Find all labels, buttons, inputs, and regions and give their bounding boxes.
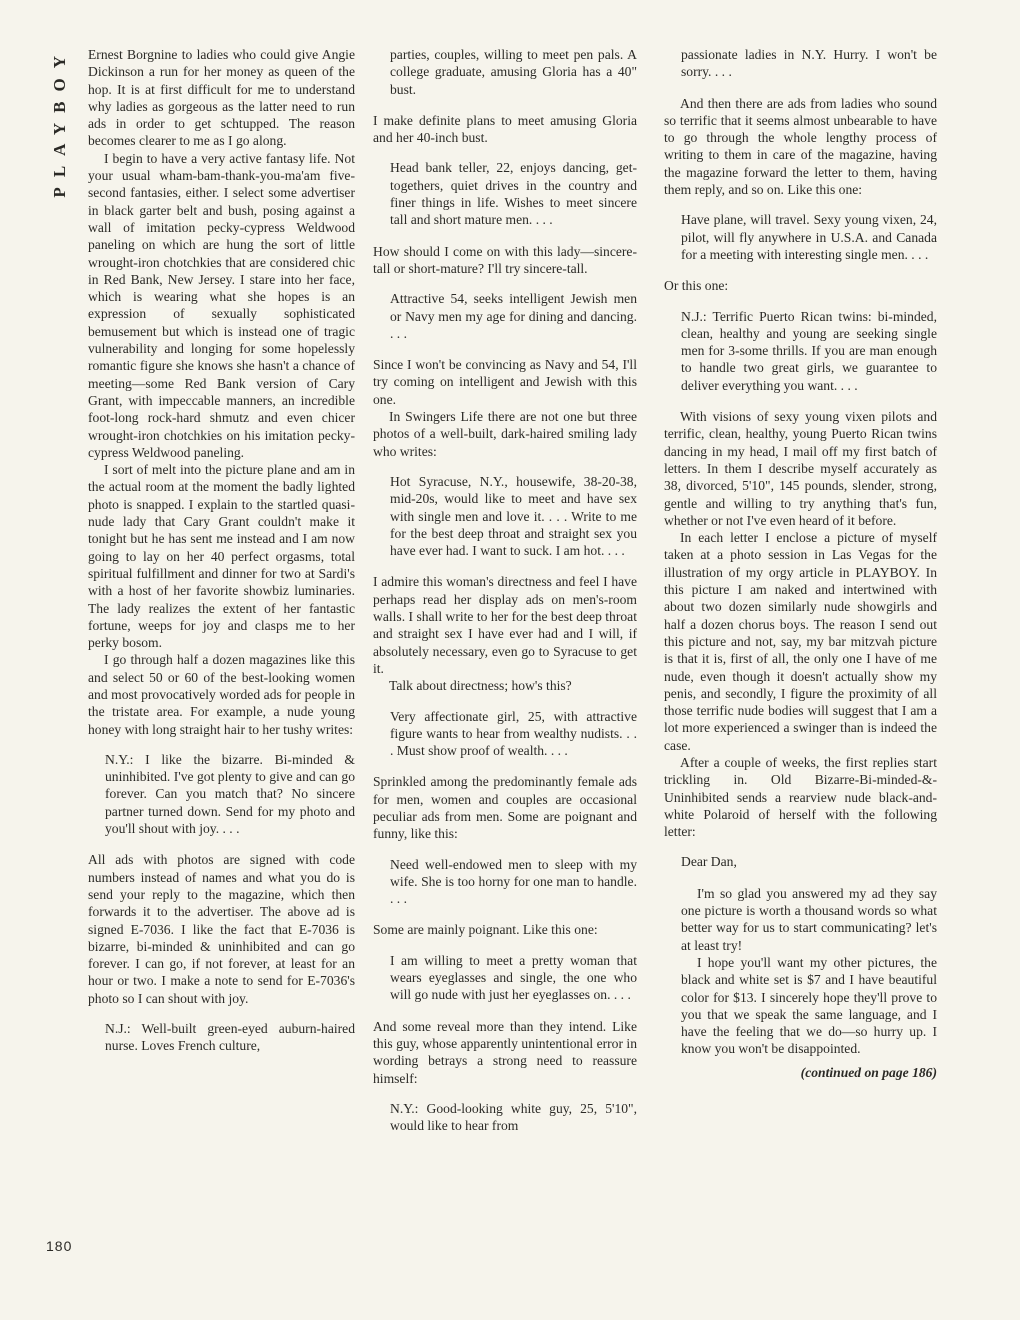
paragraph: Since I won't be convincing as Navy and 54, I'll try coming on intelligent and Jewish with this one. — [373, 357, 637, 407]
letter-salutation: Dear Dan, — [681, 854, 737, 870]
quoted-ad: N.J.: Well-built green-eyed auburn-haired nurse. Loves French culture, — [105, 1021, 355, 1054]
paragraph: Some are mainly poignant. Like this one: — [373, 922, 598, 938]
paragraph: And some reveal more than they intend. Like this guy, whose apparently unintentional error in wording betrays a strong need to reassure himself: — [373, 1018, 637, 1086]
quoted-ad: N.J.: Terrific Puerto Rican twins: bi-minded, clean, healthy and young are seeking single men for 3-some thrills. If you are man enough to handle two great girls, we guarantee to deliver everything you want. . . . — [681, 308, 937, 393]
quoted-ad: Hot Syracuse, N.Y., housewife, 38-20-38, mid-20s, would like to meet and have sex with single men and love it. . . . Write to me for the best deep throat and straight sex you have ever had. I want to suck. I am hot. . . . — [390, 473, 637, 559]
quoted-ad: N.Y.: Good-looking white guy, 25, 5'10", would like to hear from — [390, 1100, 637, 1134]
paragraph: Or this one: — [664, 278, 729, 294]
column-2 — [373, 46, 637, 1148]
paragraph: Talk about directness; how's this? — [389, 678, 572, 694]
paragraph: How should I come on with this lady—sincere-tall or short-mature? I'll try sincere-tall. — [373, 243, 637, 276]
paragraph: In Swingers Life there are not one but three photos of a well-built, dark-haired smiling lady who writes: — [373, 409, 637, 459]
quoted-ad: Have plane, will travel. Sexy young vixen, 24, pilot, will fly anywhere in U.S.A. and Canada for a meeting with interesting single men. . . . — [681, 212, 937, 262]
quoted-ad: Attractive 54, seeks intelligent Jewish men or Navy men my age for dining and dancing. . . . — [390, 291, 637, 341]
paragraph: And then there are ads from ladies who sound so terrific that it seems almost unbearable to have to go through the whole lengthy process of writing to them in care of the magazine, having the magazine forward the letter to them, having them reply, and so on. Like this one: — [664, 95, 937, 198]
running-head: PLAYBOY — [50, 46, 69, 198]
letter-paragraph: I hope you'll want my other pictures, the black and white set is $7 and I have beautiful color for $13. I sincerely hope they'll prove to you that we speak the same language, and I have the feeling that we do—so hurry up. I know you won't be disappointed. — [681, 954, 937, 1057]
paragraph: All ads with photos are signed with code numbers instead of names and what you do is send your reply to the magazine, which then forwards it to the advertiser. The above ad is signed E-7036. I like the fact that E-7036 is bizarre, bi-minded & uninhibited and can go forever. I can go, if not forever, at least for an hour or two. I make a note to send for E-7036's photo so I can shout with joy. — [88, 852, 355, 1006]
paragraph: I admire this woman's directness and feel I have perhaps read her display ads on men's-room walls. I shall write to her for the best deep throat and straight sex I have ever had and I will, if absolutely necessary, even go to Syracuse to get it. — [373, 574, 637, 676]
column-1 — [88, 46, 355, 1069]
paragraph: After a couple of weeks, the first replies start trickling in. Old Bizarre-Bi-minded-&-Uninhibited sends a rearview nude black-and-white Polaroid of herself with the following letter: — [664, 754, 937, 840]
paragraph: Sprinkled among the predominantly female ads for men, women and couples are occasional peculiar ads from men. Some are poignant and funny, like this: — [373, 774, 637, 842]
paragraph: I make definite plans to meet amusing Gloria and her 40-inch bust. — [373, 112, 637, 146]
paragraph: I begin to have a very active fantasy life. Not your usual wham-bam-thank-you-ma'am five-second fantasies, either. I select some advertiser in black garter belt and bush, posing against a wall of imitation pecky-cypress Weldwood paneling on which are hung the sort of little wrought-iron chotchkies that are considered chic in Red Bank, New Jersey. I stare into her face, which is wearing what she hopes is an expression of sexually sophisticated bemusement but which is instead one of tragic vulnerability and longing for some hopelessly romantic figure she knows she hasn't a chance of meeting—some Red Bank version of Cary Grant, with impeccable manners, an incredible foot-long rock-hard shmutz and even chicer wrought-iron chotchkies on his imitation pecky-cypress Weldwood paneling. — [88, 150, 355, 460]
quoted-ad: I am willing to meet a pretty woman that wears eyeglasses and single, the one who will go nude with just her eyeglasses on. . . . — [390, 952, 637, 1003]
quoted-ad: parties, couples, willing to meet pen pals. A college graduate, amusing Gloria has a 40" bust. — [390, 47, 637, 97]
letter-paragraph: I'm so glad you answered my ad they say one picture is worth a thousand words so what better way for us to start communicating? let's at least try! — [681, 885, 937, 953]
paragraph: Ernest Borgnine to ladies who could give Angie Dickinson a run for her money as queen of the hop. It is at first difficult for me to understand why ladies as gorgeous as the latter need to run ads in order to get schtupped. The reason becomes clearer to me as I go along. — [88, 47, 355, 149]
page-number: 180 — [46, 1238, 73, 1254]
quoted-ad: passionate ladies in N.Y. Hurry. I won't be sorry. . . . — [681, 47, 937, 80]
paragraph: I sort of melt into the picture plane and am in the actual room at the moment the badly lighted photo is snapped. I explain to the startled quasi-nude lady that Cary Grant couldn't make it tonight but he has sent me instead and I am now going to lay on her 40 perfect orgasms, total spiritual fulfillment and dinner for two at Sardi's with a host of her favorite showbiz luminaries. The lady realizes the extent of her fantastic fortune, weeps for joy and clasps me to her perky bosom. — [88, 462, 355, 651]
paragraph: With visions of sexy young vixen pilots and terrific, clean, healthy, young Puerto Rican twins dancing in my head, I mail off my first batch of letters. In them I describe myself accurately as 38, divorced, 5'10", 145 pounds, slender, strong, gentle and willing to try anything that's fun, whether or not I've even heard of it before. — [664, 409, 937, 528]
quoted-ad: Very affectionate girl, 25, with attractive figure wants to hear from wealthy nudists. . . . Must show proof of wealth. . . . — [390, 708, 637, 759]
quoted-ad: Head bank teller, 22, enjoys dancing, get-togethers, quiet drives in the country and finer things in life. Wishes to meet sincere tall and short mature men. . . . — [390, 160, 637, 228]
quoted-ad: Need well-endowed men to sleep with my wife. She is too horny for one man to handle. . . . — [390, 856, 637, 907]
column-3 — [664, 46, 937, 1081]
quoted-ad: N.Y.: I like the bizarre. Bi-minded & uninhibited. I've got plenty to give and can go forever. Can you match that? No sincere partner turned down. Send for my photo and you'll shout with joy. . . . — [105, 751, 355, 837]
paragraph: In each letter I enclose a picture of myself taken at a photo session in Las Vegas for the illustration of my orgy article in PLAYBOY. In this picture I am naked and intertwined with about two dozen similarly nude showgirls and half a dozen chorus boys. The reason I send out this picture and not, say, my bar mitzvah picture is that it is, first of all, the only one I have of me nude, even though it doesn't actually show my penis, and secondly, I figure the proximity of all those terrific nude bodies will suggest that I am a lot more experienced a swinger than is indeed the case. — [664, 530, 937, 753]
paragraph: I go through half a dozen magazines like this and select 50 or 60 of the best-looking women and most provocatively worded ads for people in the tristate area. For example, a nude young honey with long straight hair to her tushy writes: — [88, 652, 355, 737]
continued-note: (continued on page 186) — [800, 1064, 937, 1080]
